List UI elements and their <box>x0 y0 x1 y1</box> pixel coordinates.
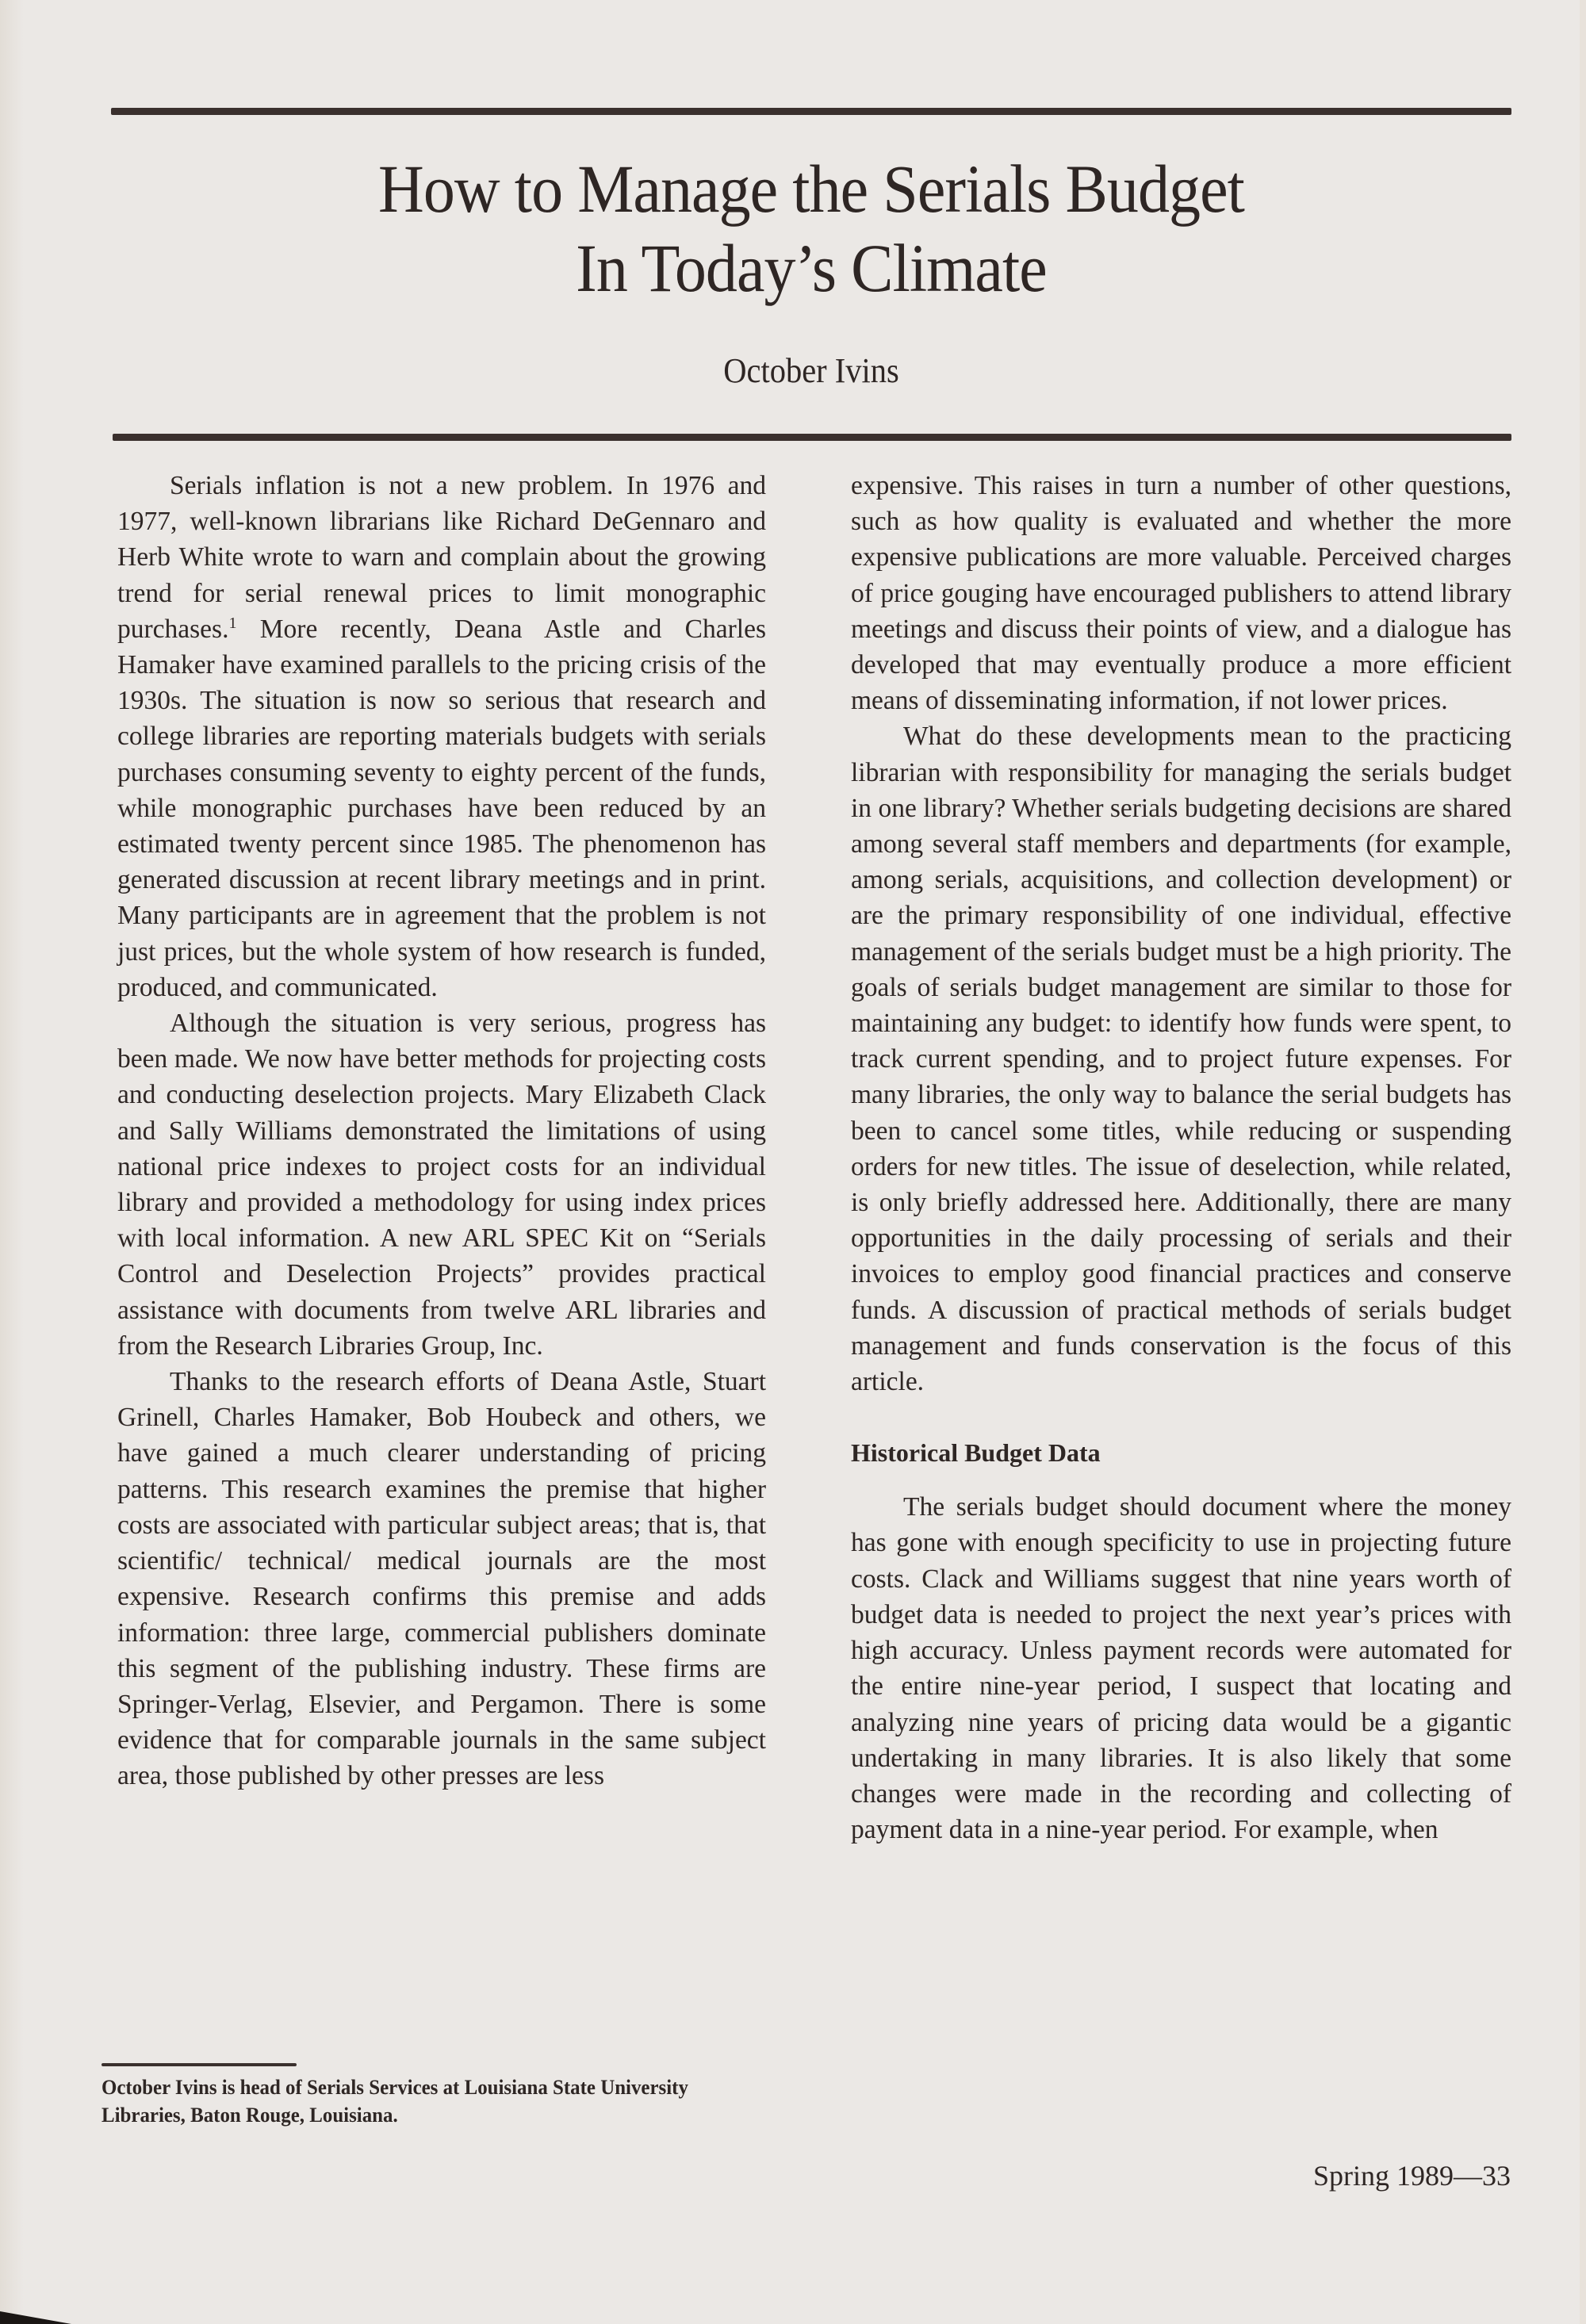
article-title-line-2: In Today’s Climate <box>576 230 1047 306</box>
section-heading: Historical Budget Data <box>851 1438 1101 1468</box>
paragraph-continued: expensive. This raises in turn a number of other questions, such as how quality is evaluated and whether the more expensive publications are more valuable. Perceived charges of price gouging have encouraged publishers to attend library meetings and discuss their points of view, and a dialogue has developed that may eventually produce a more efficient means of disseminating information, if not lower prices. <box>851 471 1511 716</box>
paragraph: The serials budget should document where the money has gone with enough specificity to use in projecting future costs. Clack and Williams suggest that nine years worth of budget data is needed to project the next year’s prices with high accuracy. Unless payment records were automated for the entire nine-year period, I suspect that locating and analyzing nine years of pricing data would be a gigantic undertaking in many libraries. It is also likely that some changes were made in the recording and collecting of payment data in a nine-year period. For example, when <box>851 1492 1511 1845</box>
paragraph: Thanks to the research efforts of Deana Astle, Stuart Grinell, Charles Hamaker, Bob Houbeck and others, we have gained a much clearer understanding of pricing patterns. This research examines the premise that higher costs are associated with particular subject areas; that is, that scientific/ technical/ medical journals are the most expensive. Research confirms this premise and adds information: three large, commercial publishers dominate this segment of the publishing industry. These firms are Springer-Verlag, Elsevier, and Pergamon. There is some evidence that for comparable journals in the same subject area, those published by other presses are less <box>117 1367 766 1791</box>
right-column <box>851 468 1511 1847</box>
paragraph: What do these developments mean to the practicing librarian with responsibility for managing the serials budget in one library? Whether serials budgeting decisions are shared among several staff members and departments (for example, among serials, acquisitions, and collection development) or are the primary responsibility of one individual, effective management of the serials budget must be a high priority. The goals of serials budget management are similar to those for maintaining any budget: to identify how funds were spent, to track current spending, and to project future expenses. For many libraries, the only way to balance the serial budgets has been to cancel some titles, while reducing or suspending orders for new titles. The issue of deselection, while related, is only briefly addressed here. Additionally, there are many opportunities in the daily processing of serials and their invoices to employ good financial practices and conserve funds. A discussion of practical methods of serials budget management and funds conservation is the focus of this article. <box>851 722 1511 1397</box>
article-title-line-1: How to Manage the Serials Budget <box>378 151 1244 227</box>
page-edge-left <box>0 0 24 2324</box>
footnote-reference[interactable]: 1 <box>228 614 237 632</box>
paragraph-text: More recently, Deana Astle and Charles Hamaker have examined parallels to the pricing crisis of the 1930s. The situation is now so serious that research and college libraries are reporting materials budgets with serials purchases consuming seventy to eighty percent of the funds, while monographic purchases have been reduced by an estimated twenty percent since 1985. The phenomenon has generated discussion at recent library meetings and in print. Many participants are in agreement that the problem is not just prices, but the whole system of how research is funded, produced, and communicated. <box>117 614 766 1002</box>
paragraph-text: Serials inflation is not a new problem. In 1976 and 1977, well-known librarians like Richard DeGennaro and Herb White wrote to warn and complain about the growing trend for serial renewal prices to limit monographic purchases. <box>117 471 766 644</box>
page-edge-right <box>1580 0 1586 2324</box>
title-rule-top <box>111 108 1511 115</box>
footnote-rule <box>102 2063 297 2066</box>
article-title <box>160 149 1462 308</box>
title-rule-bottom <box>113 434 1511 441</box>
left-column <box>117 468 766 1794</box>
author-footnote: October Ivins is head of Serials Services at Louisiana State University Libraries, Baton Rouge, Louisiana. <box>102 2075 688 2127</box>
article-author: October Ivins <box>723 351 899 390</box>
paragraph: Although the situation is very serious, progress has been made. We now have better methods for projecting costs and conducting deselection projects. Mary Elizabeth Clack and Sally Williams demonstrated the limitations of using national price indexes to project costs for an individual library and provided a methodology for using index prices with local information. A new ARL SPEC Kit on “Serials Control and Deselection Projects” provides practical assistance with documents from twelve ARL libraries and from the Research Libraries Group, Inc. <box>117 1009 766 1361</box>
page-folio: Spring 1989—33 <box>1312 2160 1511 2192</box>
paragraph <box>117 468 766 1005</box>
